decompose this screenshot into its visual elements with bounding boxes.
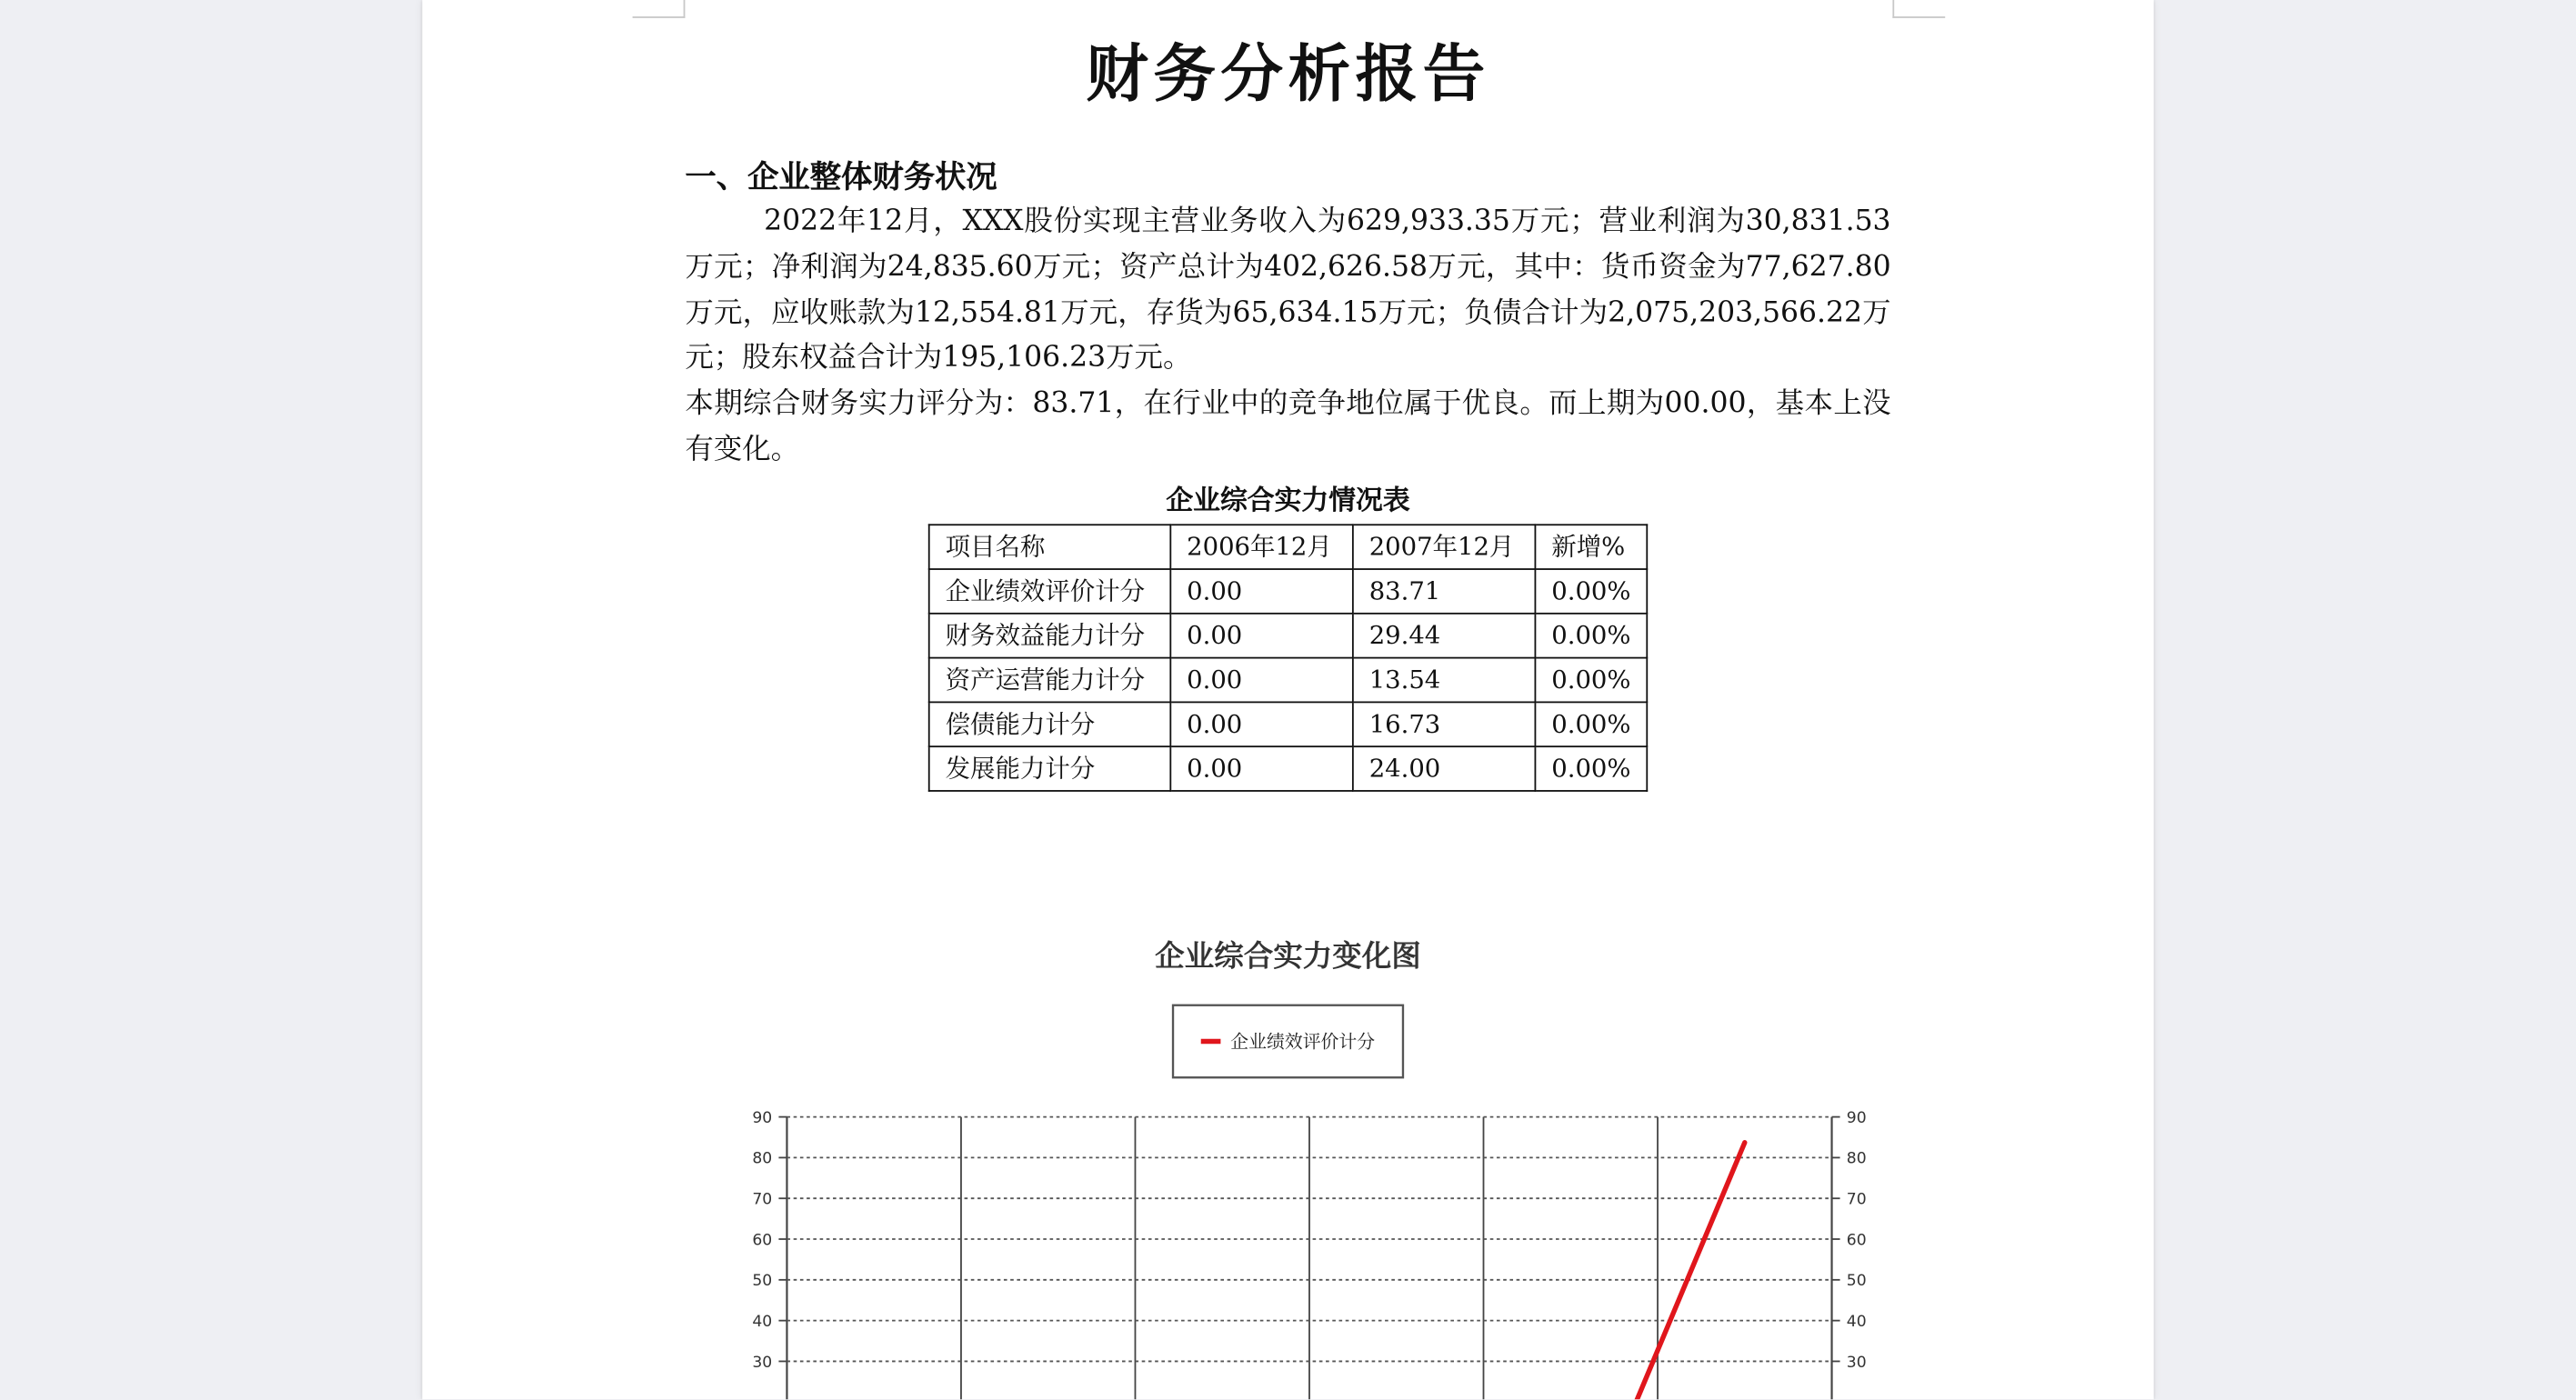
- y-tick-label-right: 50: [1846, 1272, 1867, 1291]
- document-title: 财务分析报告: [1086, 35, 1490, 111]
- y-tick-label-left: 40: [752, 1312, 773, 1331]
- score-table: [928, 524, 1647, 792]
- table-cell: 财务效益能力计分: [929, 613, 1171, 657]
- table-cell: 0.00: [1171, 746, 1354, 791]
- document-body: [685, 155, 1890, 792]
- chart-title: 企业综合实力变化图: [1155, 938, 1421, 974]
- table-row: [929, 613, 1646, 657]
- table-cell: 0.00%: [1536, 746, 1647, 791]
- chart-svg: [685, 920, 1900, 1400]
- table-row: [929, 657, 1646, 702]
- table-cell: 0.00%: [1536, 702, 1647, 746]
- y-tick-label-right: 80: [1846, 1149, 1867, 1168]
- table-row: [929, 746, 1646, 791]
- document-page: [422, 0, 2153, 1399]
- section-paragraph-1: 2022年12月，XXX股份实现主营业务收入为629,933.35万元；营业利润为30,831.53万元；净利润为24,835.60万元；资产总计为402,626.58万元，其中：货币资金为77,627.80万元，应收账款为12,554.81万元，存货为65,634.15万元；负债合计为2,075,203,566.22万元；股东权益合计为195,106.23万元。: [685, 205, 1891, 375]
- chart-legend: [1173, 1005, 1403, 1077]
- strength-chart: [685, 920, 1900, 1400]
- y-tick-label-left: 70: [752, 1190, 773, 1209]
- table-cell: 0.00: [1171, 613, 1354, 657]
- table-header-row: [929, 525, 1646, 569]
- table-cell: 83.71: [1354, 569, 1537, 614]
- table-cell: 16.73: [1354, 702, 1537, 746]
- table-cell: 0.00%: [1536, 613, 1647, 657]
- table-header-cell: 项目名称: [929, 525, 1171, 569]
- table-cell: 0.00: [1171, 657, 1354, 702]
- section-heading: 一、企业整体财务状况: [685, 159, 997, 196]
- table-cell: 29.44: [1354, 613, 1537, 657]
- y-tick-label-left: 60: [752, 1231, 773, 1250]
- crop-mark-top-right: [1892, 0, 1945, 18]
- table-row: [929, 569, 1646, 614]
- table-cell: 发展能力计分: [929, 746, 1171, 791]
- table-cell: 偿债能力计分: [929, 702, 1171, 746]
- y-tick-label-right: 90: [1846, 1108, 1867, 1127]
- table-cell: 0.00: [1171, 569, 1354, 614]
- table-row: [929, 702, 1646, 746]
- y-tick-label-right: 60: [1846, 1231, 1867, 1250]
- y-tick-label-left: 80: [752, 1149, 773, 1168]
- y-tick-label-left: 50: [752, 1272, 773, 1291]
- table-cell: 0.00%: [1536, 569, 1647, 614]
- table-cell: 24.00: [1354, 746, 1537, 791]
- crop-mark-top-left: [633, 0, 686, 18]
- table-header-cell: 2006年12月: [1171, 525, 1354, 569]
- table-cell: 0.00%: [1536, 657, 1647, 702]
- y-tick-label-right: 70: [1846, 1190, 1867, 1209]
- table-cell: 资产运营能力计分: [929, 657, 1171, 702]
- plot-area: [752, 1109, 1866, 1399]
- table-header-cell: 新增%: [1536, 525, 1647, 569]
- table-header-cell: 2007年12月: [1354, 525, 1537, 569]
- y-tick-label-right: 40: [1846, 1312, 1867, 1331]
- y-tick-label-left: 30: [752, 1353, 773, 1372]
- table-cell: 13.54: [1354, 657, 1537, 702]
- legend-label: 企业绩效评价计分: [1230, 1031, 1376, 1053]
- y-tick-label-right: 30: [1846, 1353, 1867, 1372]
- y-tick-label-left: 90: [752, 1108, 773, 1127]
- section-paragraph-2: 本期综合财务实力评分为：83.71，在行业中的竞争地位属于优良。而上期为00.00，基本上没有变化。: [685, 387, 1891, 467]
- table-cell: 0.00: [1171, 702, 1354, 746]
- table-cell: 企业绩效评价计分: [929, 569, 1171, 614]
- table-caption: 企业综合实力情况表: [1166, 484, 1410, 515]
